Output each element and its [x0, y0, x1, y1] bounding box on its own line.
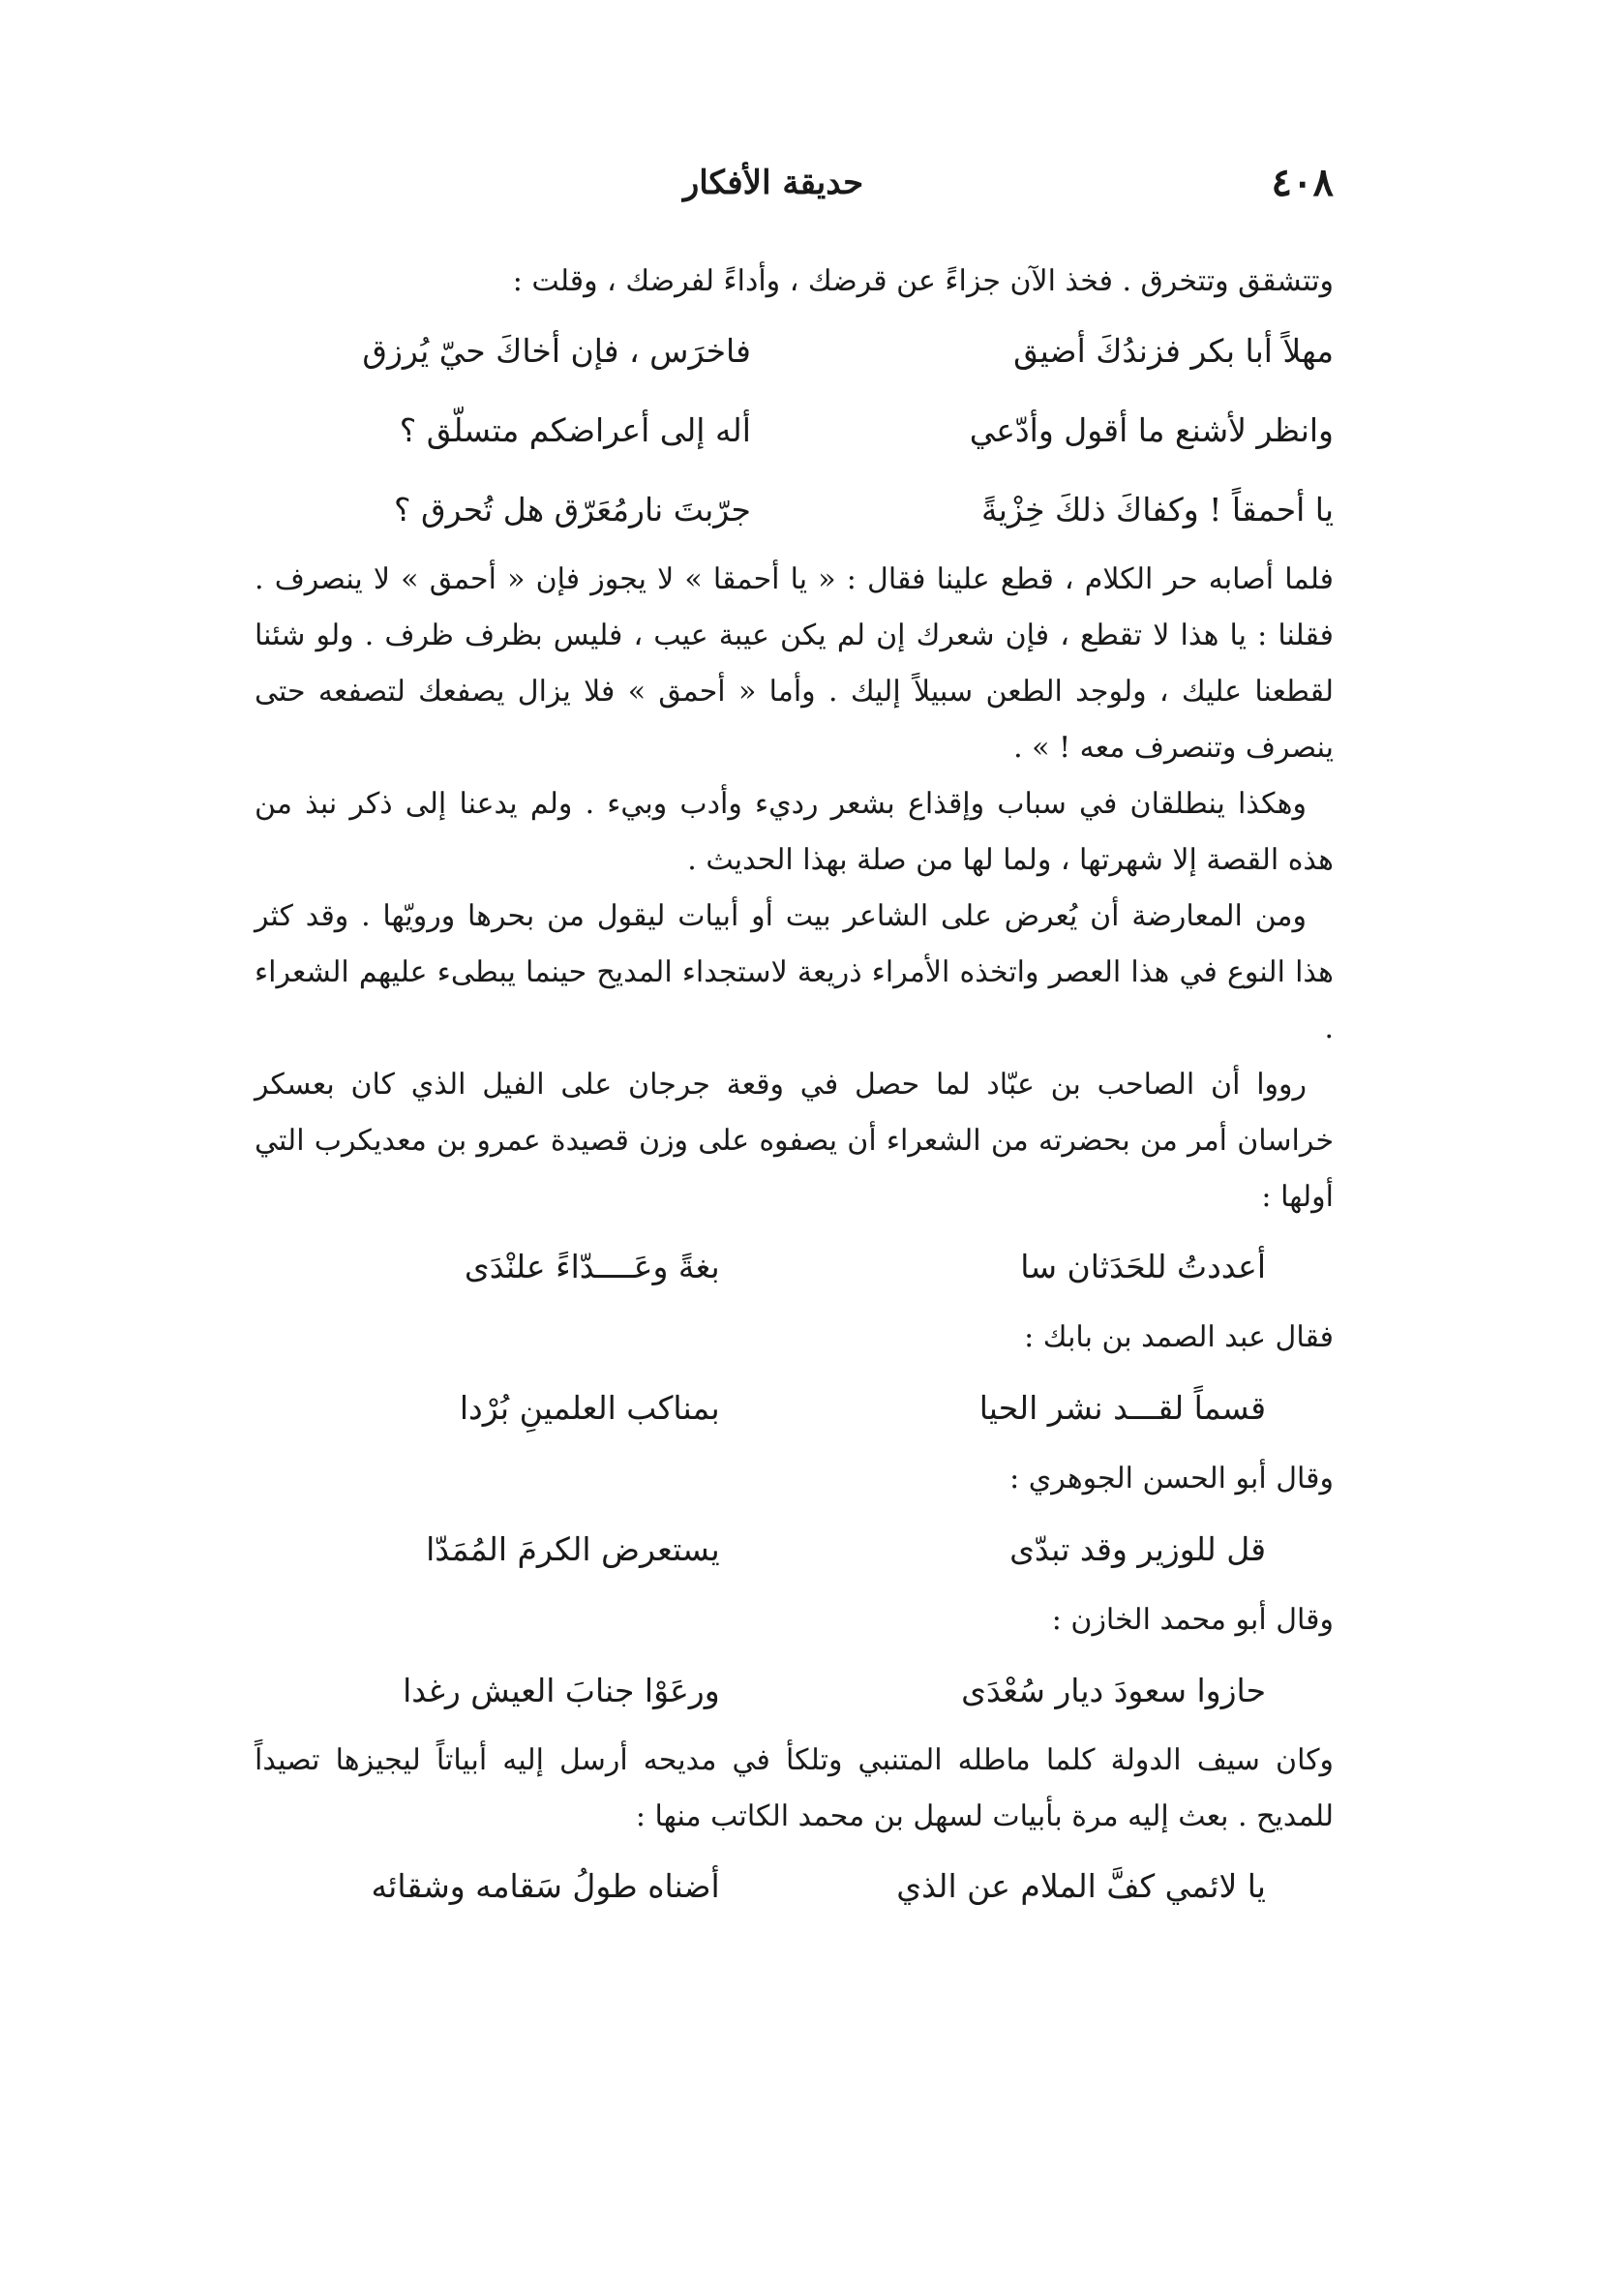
verse-line: [255, 1371, 1334, 1446]
page-number: ٤٠٨: [1271, 160, 1334, 205]
verse-line: [255, 472, 1334, 548]
verse-hemistich-second: بمناكب العلمينِ بُرْدا: [459, 1389, 720, 1427]
page-body: [255, 254, 1334, 1928]
verse-line: [255, 314, 1334, 389]
verse-hemistich-first: قسماً لقـــد نشر الحيا: [978, 1389, 1266, 1427]
paragraph: وهكذا ينطلقان في سباب وإقذاع بشعر رديء وأدب وبيء . ولم يدعنا إلى ذكر نبذ من هذه القصة إلا شهرتها ، ولما لها من صلة بهذا الحديث .: [255, 787, 1334, 877]
verse-line: [255, 1512, 1334, 1587]
verse-hemistich-first: يا لائمي كفَّ الملام عن الذي: [896, 1867, 1266, 1905]
verse-hemistich-second: بغةً وعَــــدّاءً علنْدَى: [464, 1248, 720, 1285]
verse-attribution: وقال أبو الحسن الجوهري :: [1009, 1462, 1334, 1495]
verse-line: [255, 1229, 1334, 1305]
verse-hemistich-second: جرّبتَ نارمُعَرّق هل تُحرق ؟: [393, 491, 751, 529]
verse-hemistich-first: حازوا سعودَ ديار سُعْدَى: [961, 1672, 1266, 1709]
verse-hemistich-second: أضناه طولُ سَقامه وشقائه: [371, 1867, 720, 1905]
verse-hemistich-first: وانظر لأشنع ما أقول وأدّعي: [969, 411, 1334, 449]
verse-hemistich-first: يا أحمقاً ! وكفاكَ ذلكَ خِزْيةً: [981, 491, 1334, 529]
paragraph: ومن المعارضة أن يُعرض على الشاعر بيت أو أبيات ليقول من بحرها ورويّها . وقد كثر هذا النوع في هذا العصر واتخذه الأمراء ذريعة لاستجداء المديح حينما يبطىء عليهم الشعراء .: [255, 899, 1334, 1045]
page-header: [213, 160, 1334, 218]
paragraph: وتتشقق وتتخرق . فخذ الآن جزاءً عن قرضك ، وأداءً لفرضك ، وقلت :: [512, 264, 1334, 298]
verse-line: [255, 1653, 1334, 1729]
verse-hemistich-first: أعددتُ للحَدَثان سا: [1020, 1248, 1266, 1285]
verse-line: [255, 393, 1334, 468]
running-title: حديقة الأفكار: [682, 164, 864, 202]
verse-hemistich-second: يستعرض الكرمَ المُمَدّا: [426, 1530, 720, 1568]
verse-hemistich-first: قل للوزير وقد تبدّى: [1009, 1530, 1266, 1568]
verse-hemistich-second: ورعَوْا جنابَ العيش رغدا: [403, 1672, 720, 1709]
verse-hemistich-first: مهلاً أبا بكر فزندُكَ أضيق: [1013, 332, 1334, 370]
verse-attribution: وقال أبو محمد الخازن :: [1051, 1603, 1334, 1637]
paragraph: رووا أن الصاحب بن عبّاد لما حصل في وقعة جرجان على الفيل الذي كان بعسكر خراسان أمر من بحضرته من الشعراء أن يصفوه على وزن قصيدة عمرو بن معديكرب التي أولها :: [255, 1068, 1334, 1214]
paragraph: فلما أصابه حر الكلام ، قطع علينا فقال : « يا أحمقا » لا يجوز فإن « أحمق » لا ينصرف . فقلنا : يا هذا لا تقطع ، فإن شعرك إن لم يكن عيبة عيب ، فليس بظرف ظرف . ولو شئنا لقطعنا عليك ، ولوجد الطعن سبيلاً إليك . وأما « أحمق » فلا يزال يصفعك لتصفعه حتى ينصرف وتنصرف معه ! » .: [255, 562, 1334, 765]
verse-line: [255, 1849, 1334, 1924]
paragraph: وكان سيف الدولة كلما ماطله المتنبي وتلكأ في مديحه أرسل إليه أبياتاً ليجيزها تصيداً للمديح . بعث إليه مرة بأبيات لسهل بن محمد الكاتب منها :: [255, 1743, 1334, 1833]
verse-hemistich-second: فاخرَس ، فإن أخاكَ حيّ يُرزق: [362, 332, 751, 370]
verse-hemistich-second: أله إلى أعراضكم متسلّق ؟: [399, 411, 751, 449]
verse-attribution: فقال عبد الصمد بن بابك :: [1024, 1320, 1334, 1354]
